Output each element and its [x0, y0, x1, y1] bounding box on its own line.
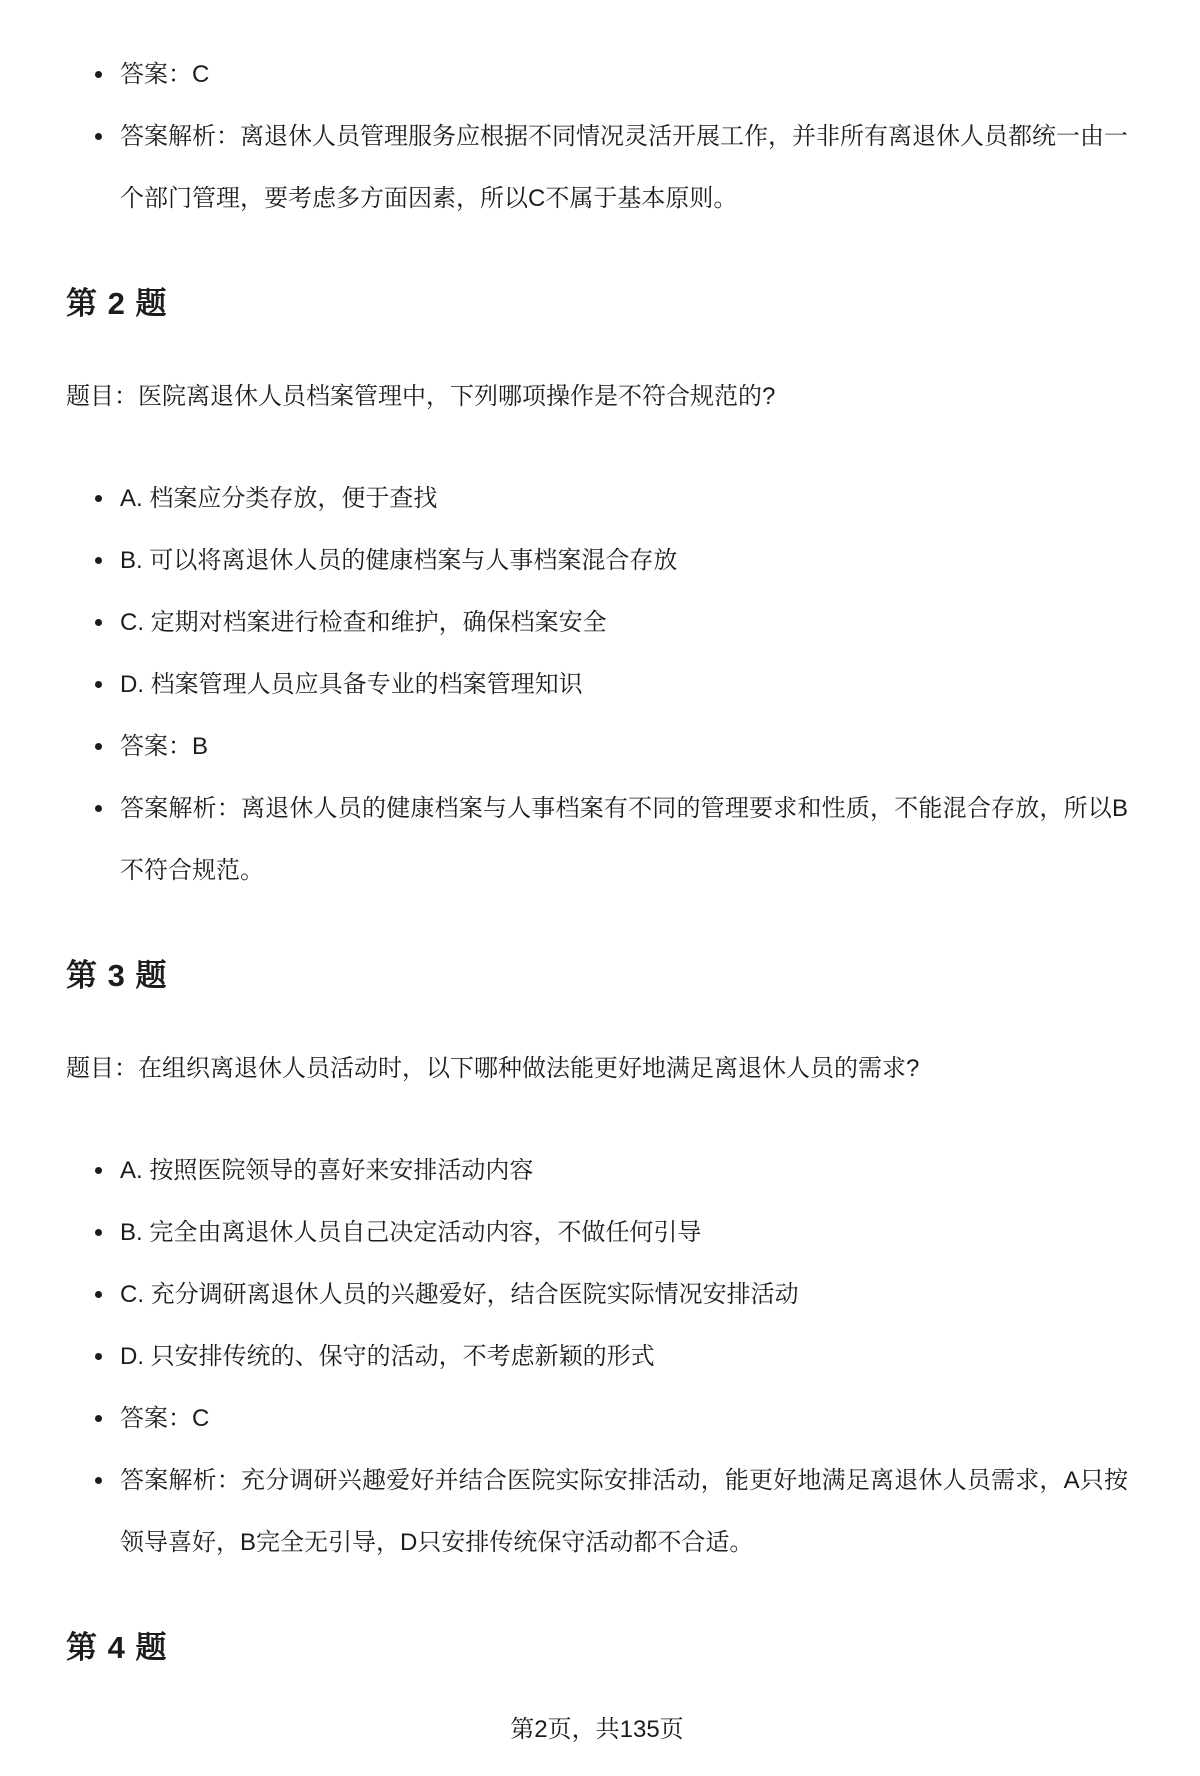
q2-prompt: 题目：医院离退休人员档案管理中，下列哪项操作是不符合规范的?	[66, 383, 776, 410]
q3-option-c: • C. 充分调研离退休人员的兴趣爱好，结合医院实际情况安排活动	[116, 1264, 1128, 1326]
q1-answer: • 答案：C	[116, 44, 1128, 106]
q2-option-d: • D. 档案管理人员应具备专业的档案管理知识	[116, 654, 1128, 716]
q2-explanation: • 答案解析：离退休人员的健康档案与人事档案有不同的管理要求和性质，不能混合存放，所以B不符合规范。	[116, 778, 1128, 902]
q3-answer: • 答案：C	[116, 1388, 1128, 1450]
q2-answer: • 答案：B	[116, 716, 1128, 778]
q3-option-a: • A. 按照医院领导的喜好来安排活动内容	[116, 1140, 1128, 1202]
q2-option-c: • C. 定期对档案进行检查和维护，确保档案安全	[116, 592, 1128, 654]
q4-heading: 第 4 题	[66, 1630, 168, 1665]
q3-option-list	[66, 1140, 1128, 1574]
q3-explanation: • 答案解析：充分调研兴趣爱好并结合医院实际安排活动，能更好地满足离退休人员需求，A只按领导喜好，B完全无引导，D只安排传统保守活动都不合适。	[116, 1450, 1128, 1574]
q2-option-b: • B. 可以将离退休人员的健康档案与人事档案混合存放	[116, 530, 1128, 592]
q3-option-b: • B. 完全由离退休人员自己决定活动内容，不做任何引导	[116, 1202, 1128, 1264]
q1-answer-list	[66, 44, 1128, 230]
q3-option-d: • D. 只安排传统的、保守的活动，不考虑新颖的形式	[116, 1326, 1128, 1388]
page-footer: 第2页，共135页	[510, 1716, 684, 1743]
q2-option-list	[66, 468, 1128, 902]
q3-prompt: 题目：在组织离退休人员活动时，以下哪种做法能更好地满足离退休人员的需求?	[66, 1055, 920, 1082]
q1-explanation: • 答案解析：离退休人员管理服务应根据不同情况灵活开展工作，并非所有离退休人员都统一由一个部门管理，要考虑多方面因素，所以C不属于基本原则。	[116, 106, 1128, 230]
q3-heading: 第 3 题	[66, 958, 168, 993]
q2-option-a: • A. 档案应分类存放，便于查找	[116, 468, 1128, 530]
q2-heading: 第 2 题	[66, 286, 168, 321]
